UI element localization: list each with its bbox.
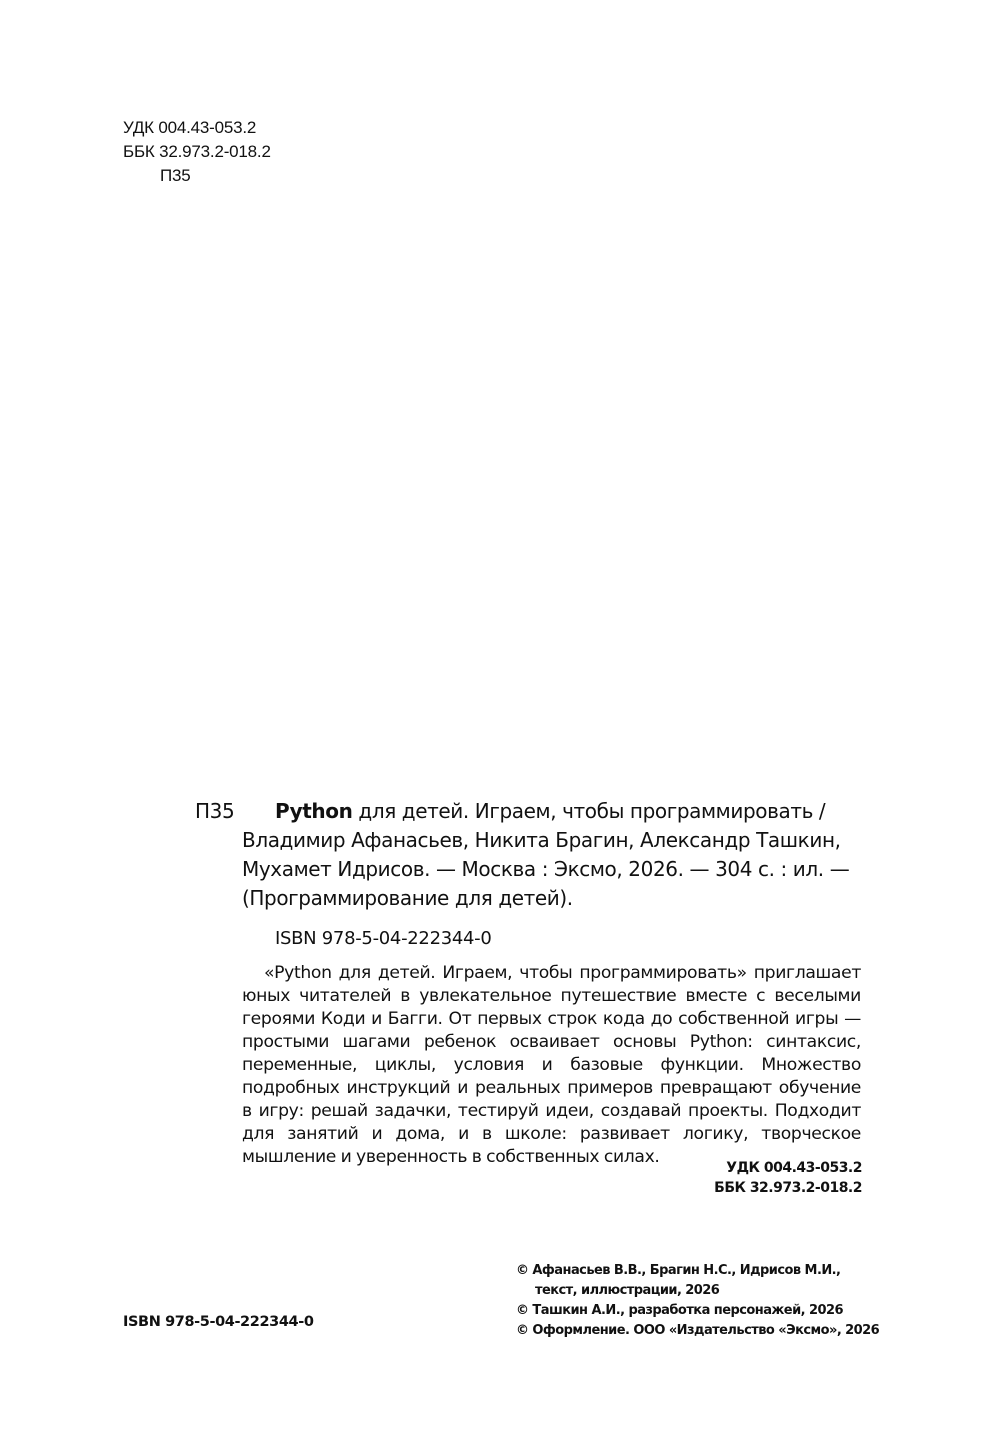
footer-isbn: ISBN 978-5-04-222344-0 <box>123 1314 314 1330</box>
entry-title-rest: для детей. Играем, чтобы программировать / <box>352 799 826 823</box>
entry-isbn: ISBN 978-5-04-222344-0 <box>275 928 492 949</box>
entry-authors-line: Владимир Афанасьев, Никита Брагин, Александр Ташкин, <box>242 828 841 852</box>
udk-code-top: УДК 004.43-053.2 <box>123 118 257 137</box>
entry-series-line: (Программирование для детей). <box>242 886 573 910</box>
author-mark-top: П35 <box>160 166 191 185</box>
entry-author-mark: П35 <box>195 799 235 823</box>
copyright-design: © Оформление. ООО «Издательство «Эксмо», 2026 <box>516 1323 880 1338</box>
copyright-characters: © Ташкин А.И., разработка персонажей, 2026 <box>516 1303 843 1318</box>
entry-title-bold: Python <box>275 799 353 823</box>
copyright-authors: © Афанасьев В.В., Брагин Н.С., Идрисов М.И., <box>516 1263 841 1278</box>
annotation <box>242 962 861 1169</box>
bbk-code-top: ББК 32.973.2-018.2 <box>123 142 271 161</box>
annotation-text: «Python для детей. Играем, чтобы программировать» приглашает юных читателей в увлекательное путешествие вместе с веселыми героями Коди и Багги. От первых строк кода до собственной игры — простыми шагами ребенок осваивает основы Python: синтаксис, переменные, циклы, условия и базовые функции. Множество подробных инструкций и реальных примеров превращают обучение в игру: решай задачки, тестируй идеи, создавай проекты. Подходит для занятий и дома, и в школе: развивает логику, творческое мышление и уверенность в собственных силах. <box>242 963 861 1167</box>
copyright-block <box>516 1261 879 1341</box>
entry-publication-line: Мухамет Идрисов. — Москва : Эксмо, 2026. — 304 с. : ил. — <box>242 857 850 881</box>
copyright-authors-continued: текст, иллюстрации, 2026 <box>535 1283 720 1298</box>
entry-title-line <box>275 797 825 826</box>
bbk-code-bottom: ББК 32.973.2-018.2 <box>714 1180 862 1196</box>
udk-code-bottom: УДК 004.43-053.2 <box>726 1160 862 1176</box>
